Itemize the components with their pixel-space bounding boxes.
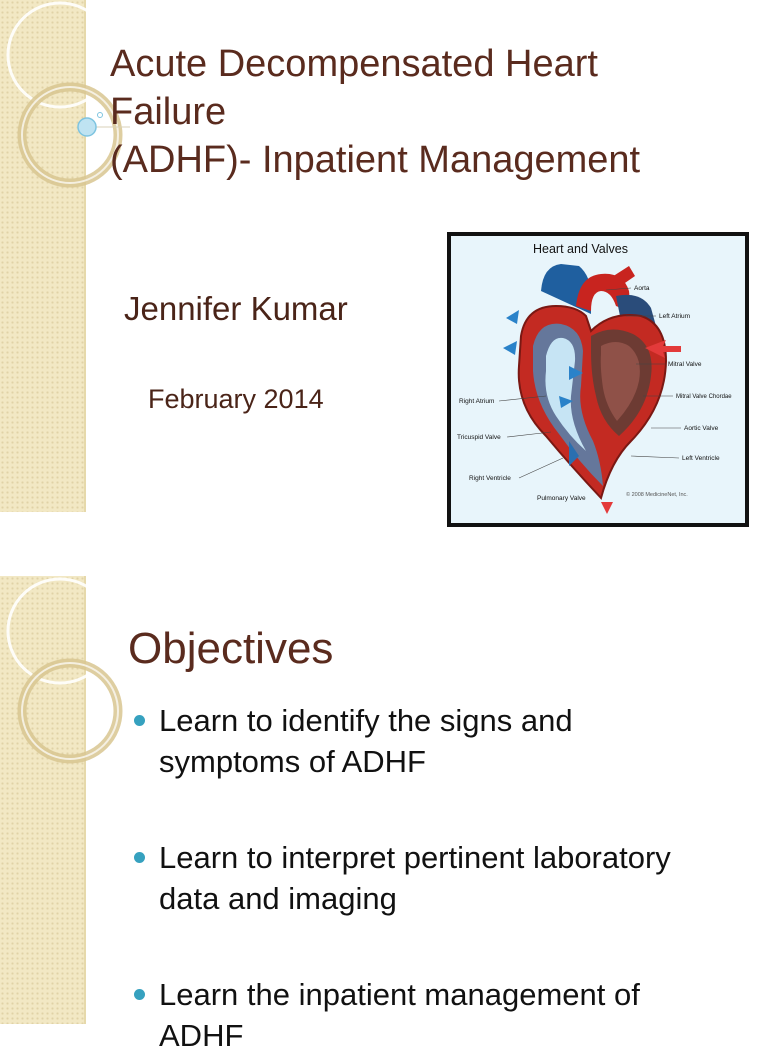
decorative-rings [0, 576, 130, 796]
label-left-atrium: Left Atrium [659, 313, 691, 320]
objective-1-line-1: Learn to identify the signs and [159, 703, 573, 738]
bubble-icon [78, 118, 96, 136]
objectives-heading: Objectives [128, 624, 334, 673]
objective-3-line-1: Learn the inpatient management of [159, 977, 640, 1012]
list-item [134, 974, 744, 1056]
label-mitral-valve: Mitral Valve [668, 361, 702, 368]
presentation-date: February 2014 [148, 384, 324, 414]
label-right-atrium: Right Atrium [459, 398, 495, 405]
label-pulmonary-valve: Pulmonary Valve [537, 495, 586, 502]
label-mitral-valve-chordae: Mitral Valve Chordae [676, 394, 732, 400]
diagram-heading: Heart and Valves [533, 242, 628, 256]
heart-diagram-image [447, 232, 749, 527]
label-aorta: Aorta [634, 285, 650, 292]
image-copyright: © 2008 MedicineNet, Inc. [626, 492, 688, 498]
objectives-slide [0, 576, 768, 1053]
objectives-list [134, 700, 744, 1056]
list-item [134, 837, 744, 919]
bullet-icon [134, 989, 145, 1000]
title-slide [0, 0, 768, 512]
label-left-ventricle: Left Ventricle [682, 455, 720, 462]
bullet-icon [134, 852, 145, 863]
label-aortic-valve: Aortic Valve [684, 425, 719, 432]
title-line-3: (ADHF)- Inpatient Management [110, 139, 641, 181]
list-item [134, 700, 744, 782]
objective-3-line-2: ADHF [159, 1018, 244, 1053]
label-tricuspid-valve: Tricuspid Valve [457, 434, 501, 441]
objective-1-line-2: symptoms of ADHF [159, 744, 426, 779]
objective-2-line-1: Learn to interpret pertinent laboratory [159, 840, 671, 875]
title-line-2: Failure [110, 91, 227, 133]
page-title [110, 40, 750, 184]
title-line-1: Acute Decompensated Heart [110, 43, 598, 85]
bullet-icon [134, 715, 145, 726]
label-right-ventricle: Right Ventricle [469, 475, 511, 482]
author-name: Jennifer Kumar [124, 290, 348, 327]
objective-2-line-2: data and imaging [159, 881, 397, 916]
